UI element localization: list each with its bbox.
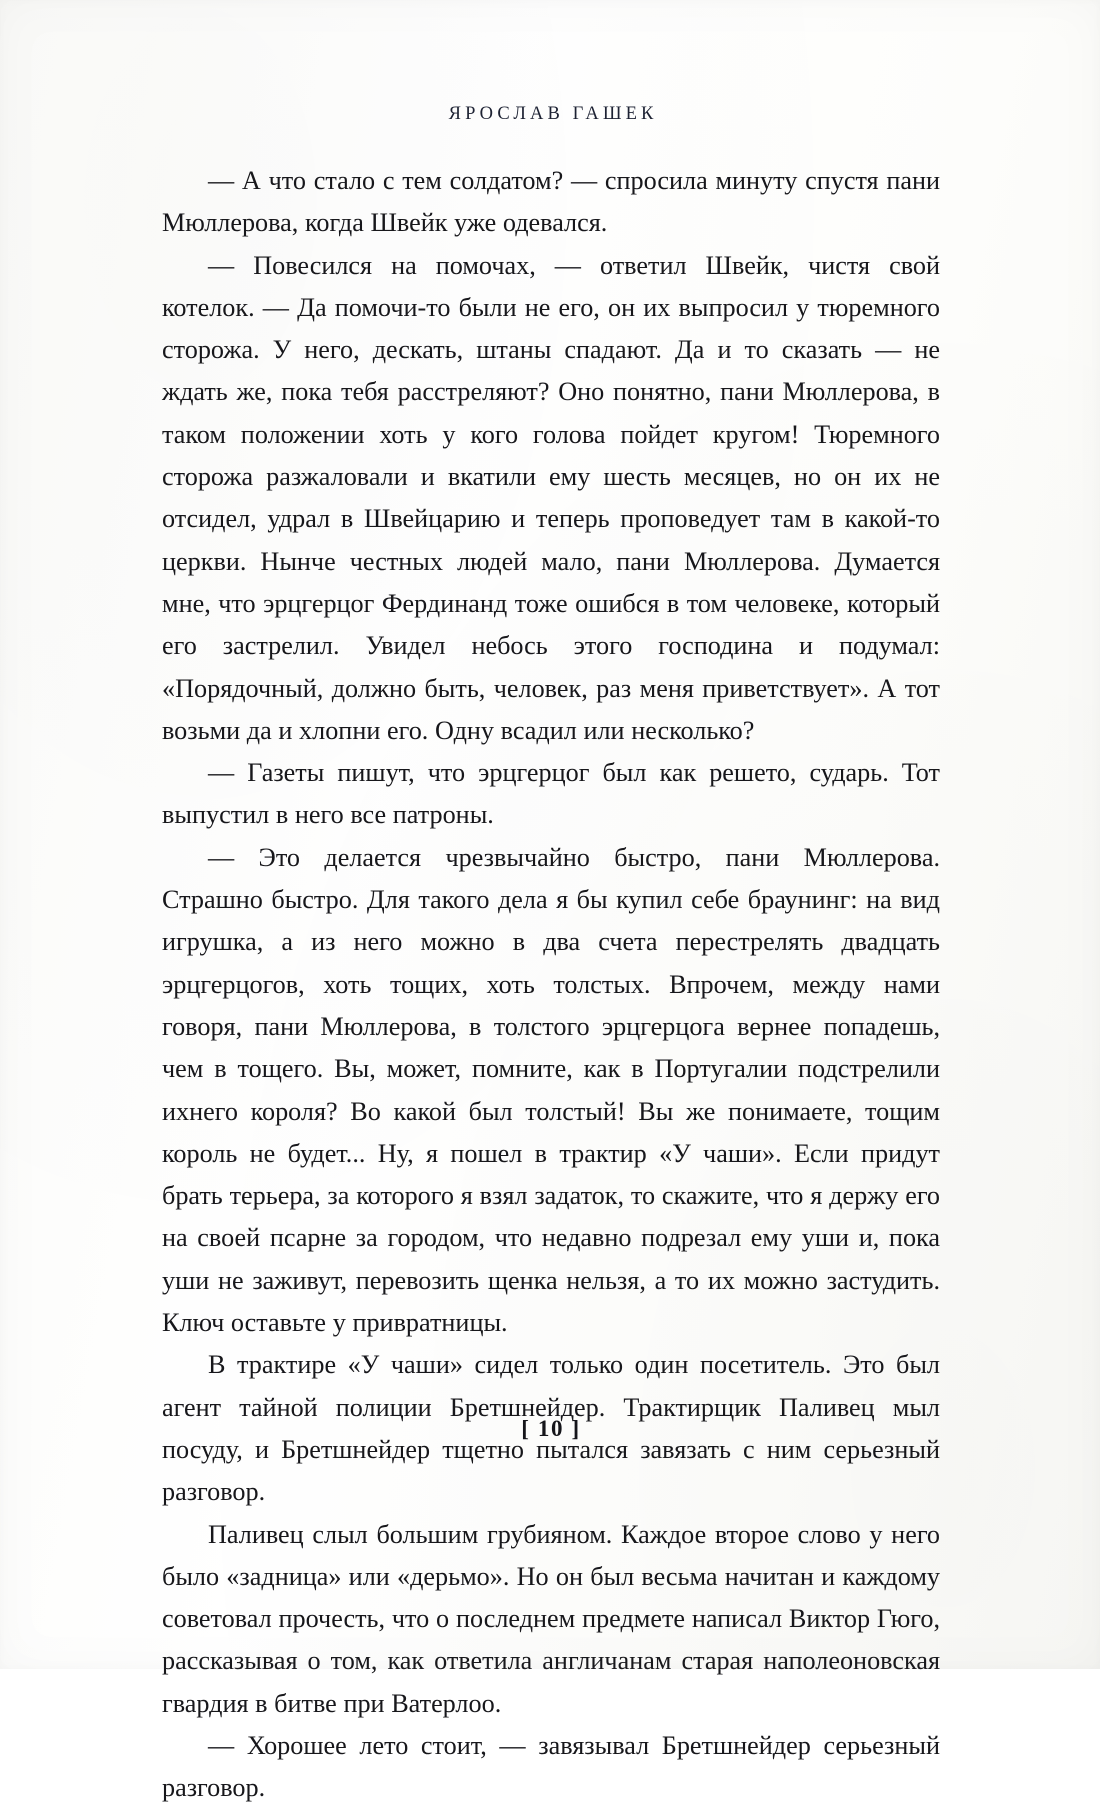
paragraph: Паливец слыл большим грубияном. Каждое второе слово у него было «задница» или «дерьмо». Но он был весьма начитан и каждому советовал прочесть, что о последнем предмете написал Виктор Гюго, рассказывая о том, как ответила англичанам старая наполеоновская гвардия в битве при Ватерлоо. xyxy=(162,1519,940,1718)
paragraph: — Это делается чрезвычайно быстро, пани Мюллерова. Страшно быстро. Для такого дела я бы купил себе браунинг: на вид игрушка, а из него можно в два счета перестрелять двадцать эрцгерцогов, хоть тощих, хоть толстых. Впрочем, между нами говоря, пани Мюллерова, в толстого эрцгерцога вернее попадешь, чем в тощего. Вы, может, помните, как в Португалии подстрелили ихнего короля? Во какой был толстый! Вы же понимаете, тощим король не будет... Ну, я пошел в трактир «У чаши». Если придут брать терьера, за которого я взял задаток, то скажите, что я держу его на своей псарне за городом, что недавно подрезал ему уши и, пока уши не заживут, перевозить щенка нельзя, а то их можно застудить. Ключ оставьте у привратницы. xyxy=(162,842,940,1338)
body-text xyxy=(162,160,940,1810)
paragraph: — А что стало с тем солдатом? — спросила минуту спустя пани Мюллерова, когда Швейк уже одевался. xyxy=(162,166,940,238)
page-number: [ 10 ] xyxy=(521,1416,581,1441)
paragraph: — Повесился на помочах, — ответил Швейк, чистя свой котелок. — Да помочи-то были не его, он их выпросил у тюремного сторожа. У него, дескать, штаны спадают. Да и то сказать — не ждать же, пока тебя расстреляют? Оно понятно, пани Мюллерова, в таком положении хоть у кого голова пойдет кругом! Тюремного сторожа разжаловали и вкатили ему шесть месяцев, но он их не отсидел, удрал в Швейцарию и теперь проповедует там в какой-то церкви. Нынче честных людей мало, пани Мюллерова. Думается мне, что эрцгерцог Фердинанд тоже ошибся в том человеке, который его застрелил. Увидел небось этого господина и подумал: «Порядочный, должно быть, человек, раз меня приветствует». А тот возьми да и хлопни его. Одну всадил или несколько? xyxy=(162,250,940,745)
paragraph: — Газеты пишут, что эрцгерцог был как решето, сударь. Тот выпустил в него все патроны. xyxy=(162,758,940,830)
paragraph: В трактире «У чаши» сидел только один посетитель. Это был агент тайной полиции Бретшнейдер. Трактирщик Паливец мыл посуду, и Бретшнейдер тщетно пытался завязать с ним серьезный разговор. xyxy=(162,1350,940,1507)
paragraph: — Хорошее лето стоит, — завязывал Бретшнейдер серьезный разговор. xyxy=(162,1730,940,1803)
running-head: ЯРОСЛАВ ГАШЕК xyxy=(448,104,658,124)
page-content xyxy=(162,0,940,1803)
